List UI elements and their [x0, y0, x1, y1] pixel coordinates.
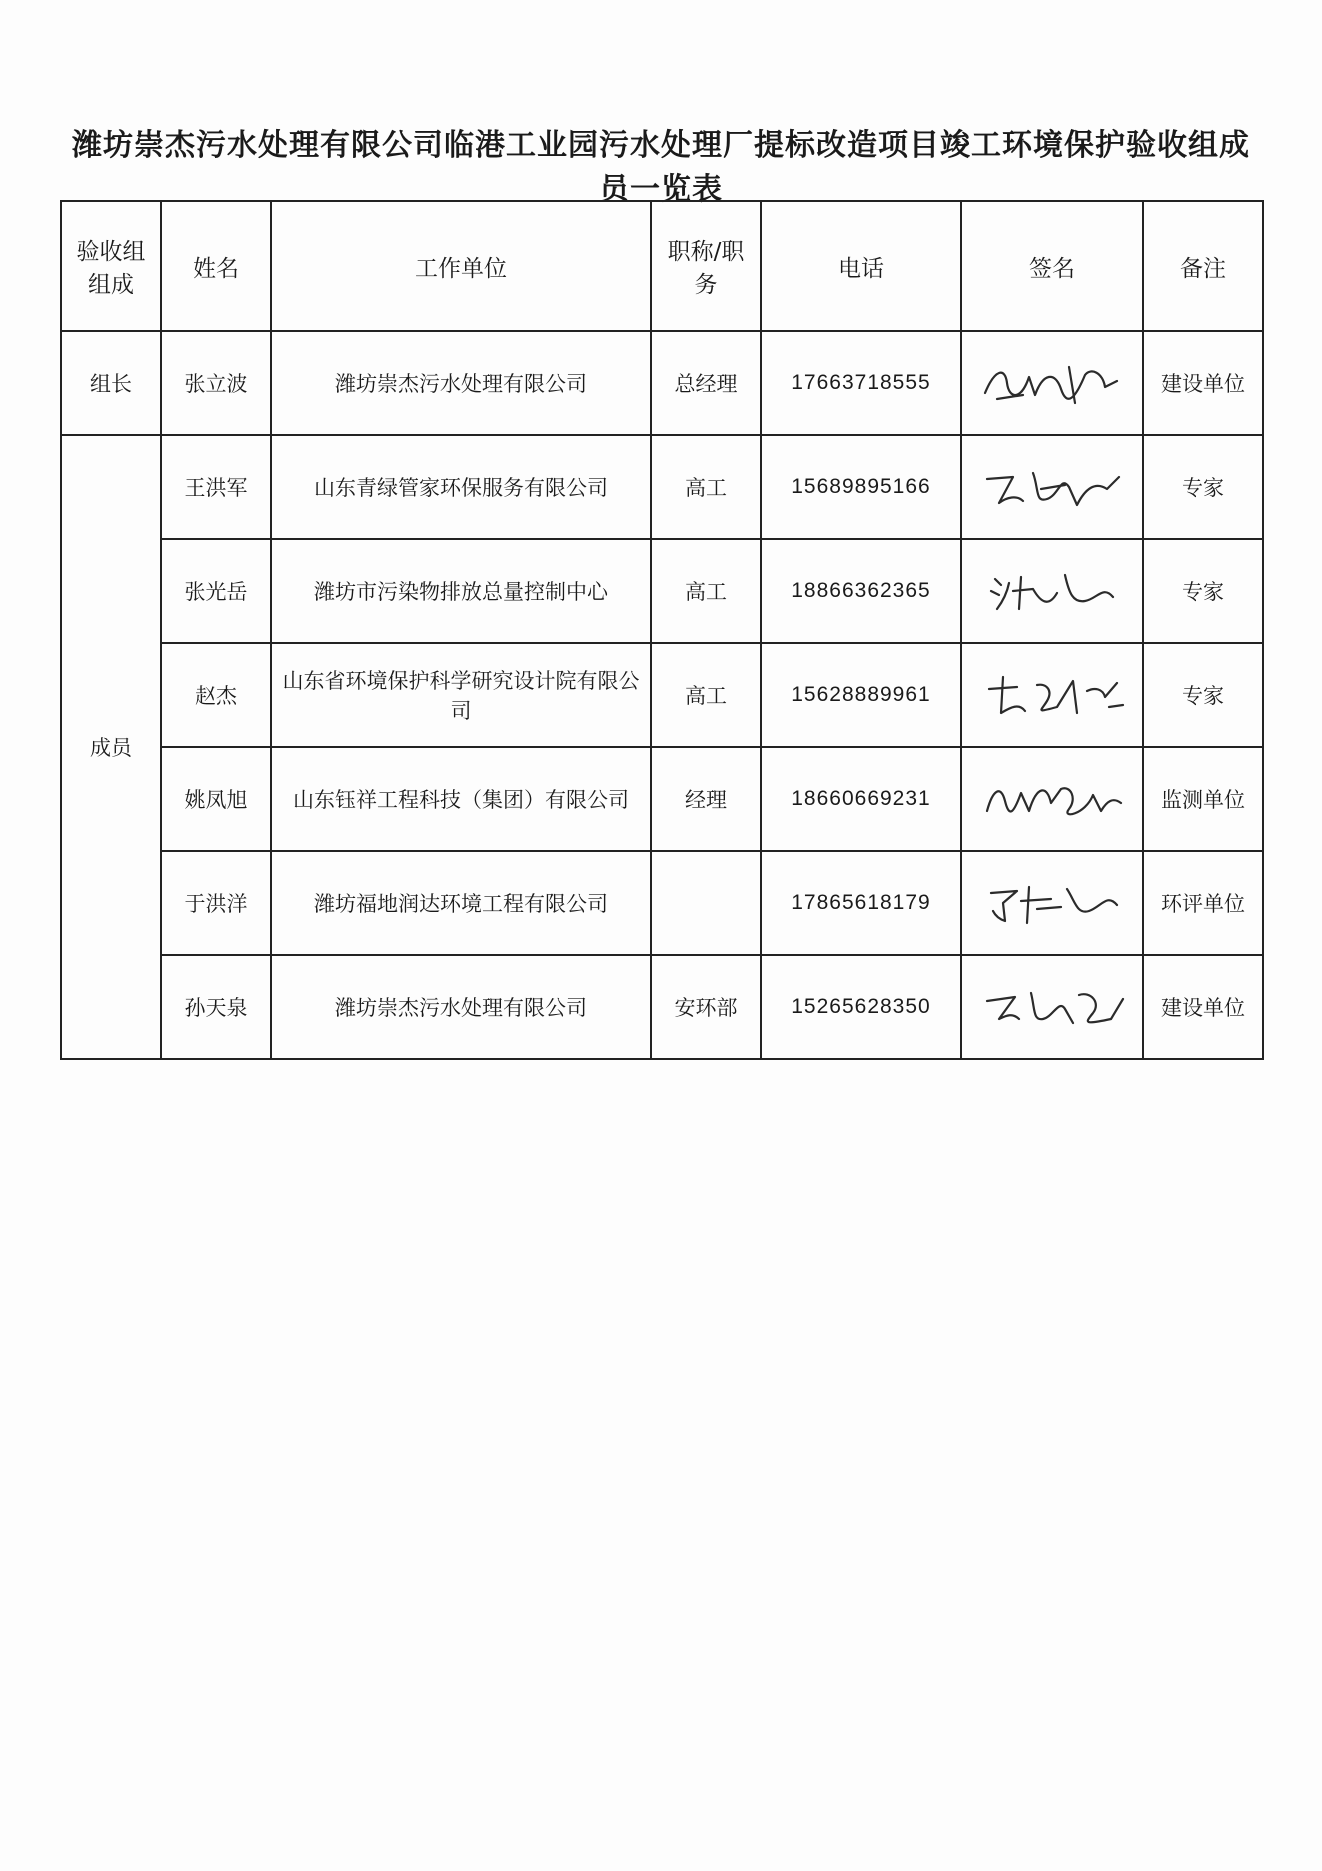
- member-title: 安环部: [651, 955, 761, 1059]
- member-phone: 17663718555: [761, 331, 961, 435]
- signature-scribble: [977, 459, 1127, 515]
- signature-scribble: [977, 771, 1127, 827]
- header-title: 职称/职务: [651, 201, 761, 331]
- handwritten-signature: [961, 435, 1143, 539]
- member-name: 张光岳: [161, 539, 271, 643]
- member-note: 监测单位: [1143, 747, 1263, 851]
- table-row: [61, 331, 1263, 435]
- member-name: 姚凤旭: [161, 747, 271, 851]
- member-phone: 18660669231: [761, 747, 961, 851]
- table-header-row: [61, 201, 1263, 331]
- member-title: 高工: [651, 643, 761, 747]
- acceptance-group-table: [60, 200, 1264, 1060]
- handwritten-signature: [961, 331, 1143, 435]
- member-phone: 15628889961: [761, 643, 961, 747]
- table-row: [61, 539, 1263, 643]
- member-title: [651, 851, 761, 955]
- header-group: 验收组组成: [61, 201, 161, 331]
- member-unit: 潍坊市污染物排放总量控制中心: [271, 539, 651, 643]
- signature-scribble: [977, 979, 1127, 1035]
- member-unit: 潍坊福地润达环境工程有限公司: [271, 851, 651, 955]
- header-name: 姓名: [161, 201, 271, 331]
- member-note: 建设单位: [1143, 331, 1263, 435]
- member-phone: 17865618179: [761, 851, 961, 955]
- signature-scribble: [977, 875, 1127, 931]
- header-note: 备注: [1143, 201, 1263, 331]
- handwritten-signature: [961, 851, 1143, 955]
- document-title: 潍坊崇杰污水处理有限公司临港工业园污水处理厂提标改造项目竣工环境保护验收组成员一览表: [72, 128, 1250, 207]
- group-members-label: 成员: [61, 435, 161, 1059]
- member-unit: 潍坊崇杰污水处理有限公司: [271, 331, 651, 435]
- member-title: 经理: [651, 747, 761, 851]
- member-note: 专家: [1143, 539, 1263, 643]
- header-phone: 电话: [761, 201, 961, 331]
- signature-scribble: [977, 563, 1127, 619]
- member-name: 赵杰: [161, 643, 271, 747]
- signature-scribble: [977, 667, 1127, 723]
- member-title: 高工: [651, 435, 761, 539]
- member-unit: 潍坊崇杰污水处理有限公司: [271, 955, 651, 1059]
- member-unit: 山东青绿管家环保服务有限公司: [271, 435, 651, 539]
- member-name: 孙天泉: [161, 955, 271, 1059]
- member-note: 环评单位: [1143, 851, 1263, 955]
- member-name: 王洪军: [161, 435, 271, 539]
- member-name: 于洪洋: [161, 851, 271, 955]
- table-row: [61, 851, 1263, 955]
- member-phone: 15689895166: [761, 435, 961, 539]
- member-name: 张立波: [161, 331, 271, 435]
- header-unit: 工作单位: [271, 201, 651, 331]
- signature-scribble: [977, 355, 1127, 411]
- member-note: 专家: [1143, 643, 1263, 747]
- member-phone: 15265628350: [761, 955, 961, 1059]
- member-note: 建设单位: [1143, 955, 1263, 1059]
- table-row: [61, 747, 1263, 851]
- member-unit: 山东省环境保护科学研究设计院有限公司: [271, 643, 651, 747]
- handwritten-signature: [961, 643, 1143, 747]
- table-row: [61, 643, 1263, 747]
- header-signature: 签名: [961, 201, 1143, 331]
- member-title: 总经理: [651, 331, 761, 435]
- member-phone: 18866362365: [761, 539, 961, 643]
- member-unit: 山东钰祥工程科技（集团）有限公司: [271, 747, 651, 851]
- handwritten-signature: [961, 747, 1143, 851]
- table-row: [61, 955, 1263, 1059]
- member-title: 高工: [651, 539, 761, 643]
- handwritten-signature: [961, 539, 1143, 643]
- handwritten-signature: [961, 955, 1143, 1059]
- member-note: 专家: [1143, 435, 1263, 539]
- group-leader-label: 组长: [61, 331, 161, 435]
- table-row: [61, 435, 1263, 539]
